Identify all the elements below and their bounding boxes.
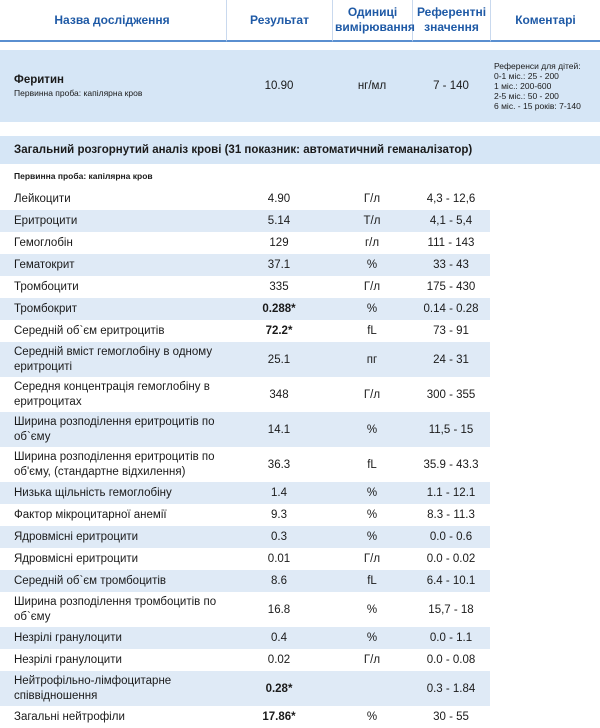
table-row xyxy=(0,671,600,706)
test-name: Ширина розподілення еритроцитів по об`єму xyxy=(0,412,226,447)
table-row xyxy=(0,320,600,342)
test-name: Лейкоцити xyxy=(0,188,226,210)
test-unit: % xyxy=(332,592,412,627)
test-result: 0.28* xyxy=(226,671,332,706)
test-comment xyxy=(490,570,600,592)
test-unit: fL xyxy=(332,320,412,342)
test-comment xyxy=(490,320,600,342)
test-name: Гемоглобін xyxy=(0,232,226,254)
table-row xyxy=(0,342,600,377)
test-name: Тромбоцити xyxy=(0,276,226,298)
test-result: 14.1 xyxy=(226,412,332,447)
test-reference: 111 - 143 xyxy=(412,232,490,254)
test-comment xyxy=(490,627,600,649)
test-reference: 0.0 - 0.02 xyxy=(412,548,490,570)
table-row xyxy=(0,504,600,526)
test-name: Еритроцити xyxy=(0,210,226,232)
test-reference: 300 - 355 xyxy=(412,377,490,412)
test-unit: пг xyxy=(332,342,412,377)
ferritin-sample: Первинна проба: капілярна кров xyxy=(14,88,143,98)
test-result: 129 xyxy=(226,232,332,254)
test-unit xyxy=(332,671,412,706)
test-comment xyxy=(490,592,600,627)
test-result: 348 xyxy=(226,377,332,412)
ferritin-name: Феритин xyxy=(14,74,64,86)
test-unit: Г/л xyxy=(332,377,412,412)
test-result: 0.3 xyxy=(226,526,332,548)
ferritin-reference: 7 - 140 xyxy=(412,50,490,122)
ferritin-name-cell xyxy=(0,50,226,122)
test-reference: 73 - 91 xyxy=(412,320,490,342)
table-row xyxy=(0,377,600,412)
test-reference: 33 - 43 xyxy=(412,254,490,276)
test-result: 17.86* xyxy=(226,706,332,728)
table-row xyxy=(0,298,600,320)
test-name: Ядровмісні еритроцити xyxy=(0,548,226,570)
test-reference: 1.1 - 12.1 xyxy=(412,482,490,504)
ferritin-unit: нг/мл xyxy=(332,50,412,122)
test-reference: 4,1 - 5,4 xyxy=(412,210,490,232)
test-reference: 0.0 - 0.6 xyxy=(412,526,490,548)
test-unit: г/л xyxy=(332,232,412,254)
table-row xyxy=(0,592,600,627)
table-row xyxy=(0,188,600,210)
test-name: Загальні нейтрофіли xyxy=(0,706,226,728)
test-unit: % xyxy=(332,706,412,728)
test-name: Незрілі гранулоцити xyxy=(0,627,226,649)
table-row xyxy=(0,649,600,671)
table-row xyxy=(0,627,600,649)
table-row xyxy=(0,570,600,592)
test-result: 1.4 xyxy=(226,482,332,504)
test-comment xyxy=(490,377,600,412)
test-unit: Г/л xyxy=(332,548,412,570)
test-name: Низька щільність гемоглобіну xyxy=(0,482,226,504)
test-comment xyxy=(490,412,600,447)
test-reference: 6.4 - 10.1 xyxy=(412,570,490,592)
table-row xyxy=(0,447,600,482)
test-name: Середній об`єм тромбоцитів xyxy=(0,570,226,592)
test-reference: 4,3 - 12,6 xyxy=(412,188,490,210)
cbc-section-header xyxy=(0,136,600,164)
test-reference: 0.0 - 0.08 xyxy=(412,649,490,671)
table-row xyxy=(0,276,600,298)
test-result: 37.1 xyxy=(226,254,332,276)
test-comment xyxy=(490,706,600,728)
test-result: 0.288* xyxy=(226,298,332,320)
ferritin-comment-line: 1 міс.: 200-600 xyxy=(494,81,552,91)
header-units: Одиниці вимірювання xyxy=(332,0,412,42)
test-name: Ядровмісні еритроцити xyxy=(0,526,226,548)
table-row xyxy=(0,706,600,728)
table-header-row xyxy=(0,0,600,42)
table-row xyxy=(0,254,600,276)
test-comment xyxy=(490,210,600,232)
cbc-sample-row xyxy=(0,164,600,188)
test-unit: % xyxy=(332,627,412,649)
test-unit: % xyxy=(332,254,412,276)
test-comment xyxy=(490,504,600,526)
test-unit: Г/л xyxy=(332,276,412,298)
test-comment xyxy=(490,447,600,482)
test-comment xyxy=(490,254,600,276)
test-name: Середній об`єм еритроцитів xyxy=(0,320,226,342)
test-result: 9.3 xyxy=(226,504,332,526)
test-comment xyxy=(490,548,600,570)
test-unit: fL xyxy=(332,570,412,592)
test-unit: % xyxy=(332,298,412,320)
test-reference: 0.14 - 0.28 xyxy=(412,298,490,320)
test-unit: Г/л xyxy=(332,188,412,210)
test-result: 0.4 xyxy=(226,627,332,649)
test-unit: % xyxy=(332,482,412,504)
table-row xyxy=(0,232,600,254)
header-test-name: Назва дослідження xyxy=(0,0,226,42)
test-reference: 30 - 55 xyxy=(412,706,490,728)
test-comment xyxy=(490,232,600,254)
test-result: 16.8 xyxy=(226,592,332,627)
test-comment xyxy=(490,298,600,320)
test-result: 36.3 xyxy=(226,447,332,482)
test-name: Середня концентрація гемоглобіну в еритроцитах xyxy=(0,377,226,412)
test-name: Середній вміст гемоглобіну в одному еритроциті xyxy=(0,342,226,377)
test-result: 4.90 xyxy=(226,188,332,210)
test-unit: % xyxy=(332,526,412,548)
test-unit: % xyxy=(332,412,412,447)
test-reference: 0.0 - 1.1 xyxy=(412,627,490,649)
ferritin-comment-line: 2-5 міс.: 50 - 200 xyxy=(494,91,559,101)
table-row xyxy=(0,548,600,570)
test-reference: 11,5 - 15 xyxy=(412,412,490,447)
test-name: Ширина розподілення еритроцитів по об'єму, (стандартне відхилення) xyxy=(0,447,226,482)
header-result: Результат xyxy=(226,0,332,42)
test-reference: 8.3 - 11.3 xyxy=(412,504,490,526)
table-row xyxy=(0,412,600,447)
test-unit: fL xyxy=(332,447,412,482)
test-reference: 15,7 - 18 xyxy=(412,592,490,627)
table-row xyxy=(0,482,600,504)
ferritin-comment xyxy=(490,50,600,122)
test-reference: 35.9 - 43.3 xyxy=(412,447,490,482)
header-reference: Референтні значення xyxy=(412,0,490,42)
test-result: 0.01 xyxy=(226,548,332,570)
table-row xyxy=(0,210,600,232)
test-comment xyxy=(490,671,600,706)
test-name: Ширина розподілення тромбоцитів по об`єму xyxy=(0,592,226,627)
test-comment xyxy=(490,649,600,671)
table-row xyxy=(0,526,600,548)
test-result: 72.2* xyxy=(226,320,332,342)
test-unit: Т/л xyxy=(332,210,412,232)
test-reference: 0.3 - 1.84 xyxy=(412,671,490,706)
header-comments: Коментарі xyxy=(490,0,600,42)
test-comment xyxy=(490,482,600,504)
test-name: Незрілі гранулоцити xyxy=(0,649,226,671)
test-comment xyxy=(490,188,600,210)
test-comment xyxy=(490,276,600,298)
test-reference: 24 - 31 xyxy=(412,342,490,377)
test-name: Гематокрит xyxy=(0,254,226,276)
test-result: 8.6 xyxy=(226,570,332,592)
ferritin-comment-line: 6 міс. - 15 років: 7-140 xyxy=(494,101,581,111)
test-result: 25.1 xyxy=(226,342,332,377)
cbc-sample: Первинна проба: капілярна кров xyxy=(0,164,600,188)
test-result: 5.14 xyxy=(226,210,332,232)
ferritin-result: 10.90 xyxy=(226,50,332,122)
ferritin-row xyxy=(0,50,600,122)
test-result: 335 xyxy=(226,276,332,298)
test-name: Нейтрофільно-лімфоцитарне співвідношення xyxy=(0,671,226,706)
test-unit: % xyxy=(332,504,412,526)
cbc-section-title: Загальний розгорнутий аналіз крові (31 показник: автоматичний геманалізатор) xyxy=(0,136,600,164)
ferritin-comment-line: 0-1 міс.: 25 - 200 xyxy=(494,71,559,81)
test-comment xyxy=(490,342,600,377)
test-name: Фактор мікроцитарної анемії xyxy=(0,504,226,526)
test-comment xyxy=(490,526,600,548)
test-name: Тромбокрит xyxy=(0,298,226,320)
ferritin-comment-line: Референси для дітей: xyxy=(494,61,581,71)
test-result: 0.02 xyxy=(226,649,332,671)
test-reference: 175 - 430 xyxy=(412,276,490,298)
test-unit: Г/л xyxy=(332,649,412,671)
